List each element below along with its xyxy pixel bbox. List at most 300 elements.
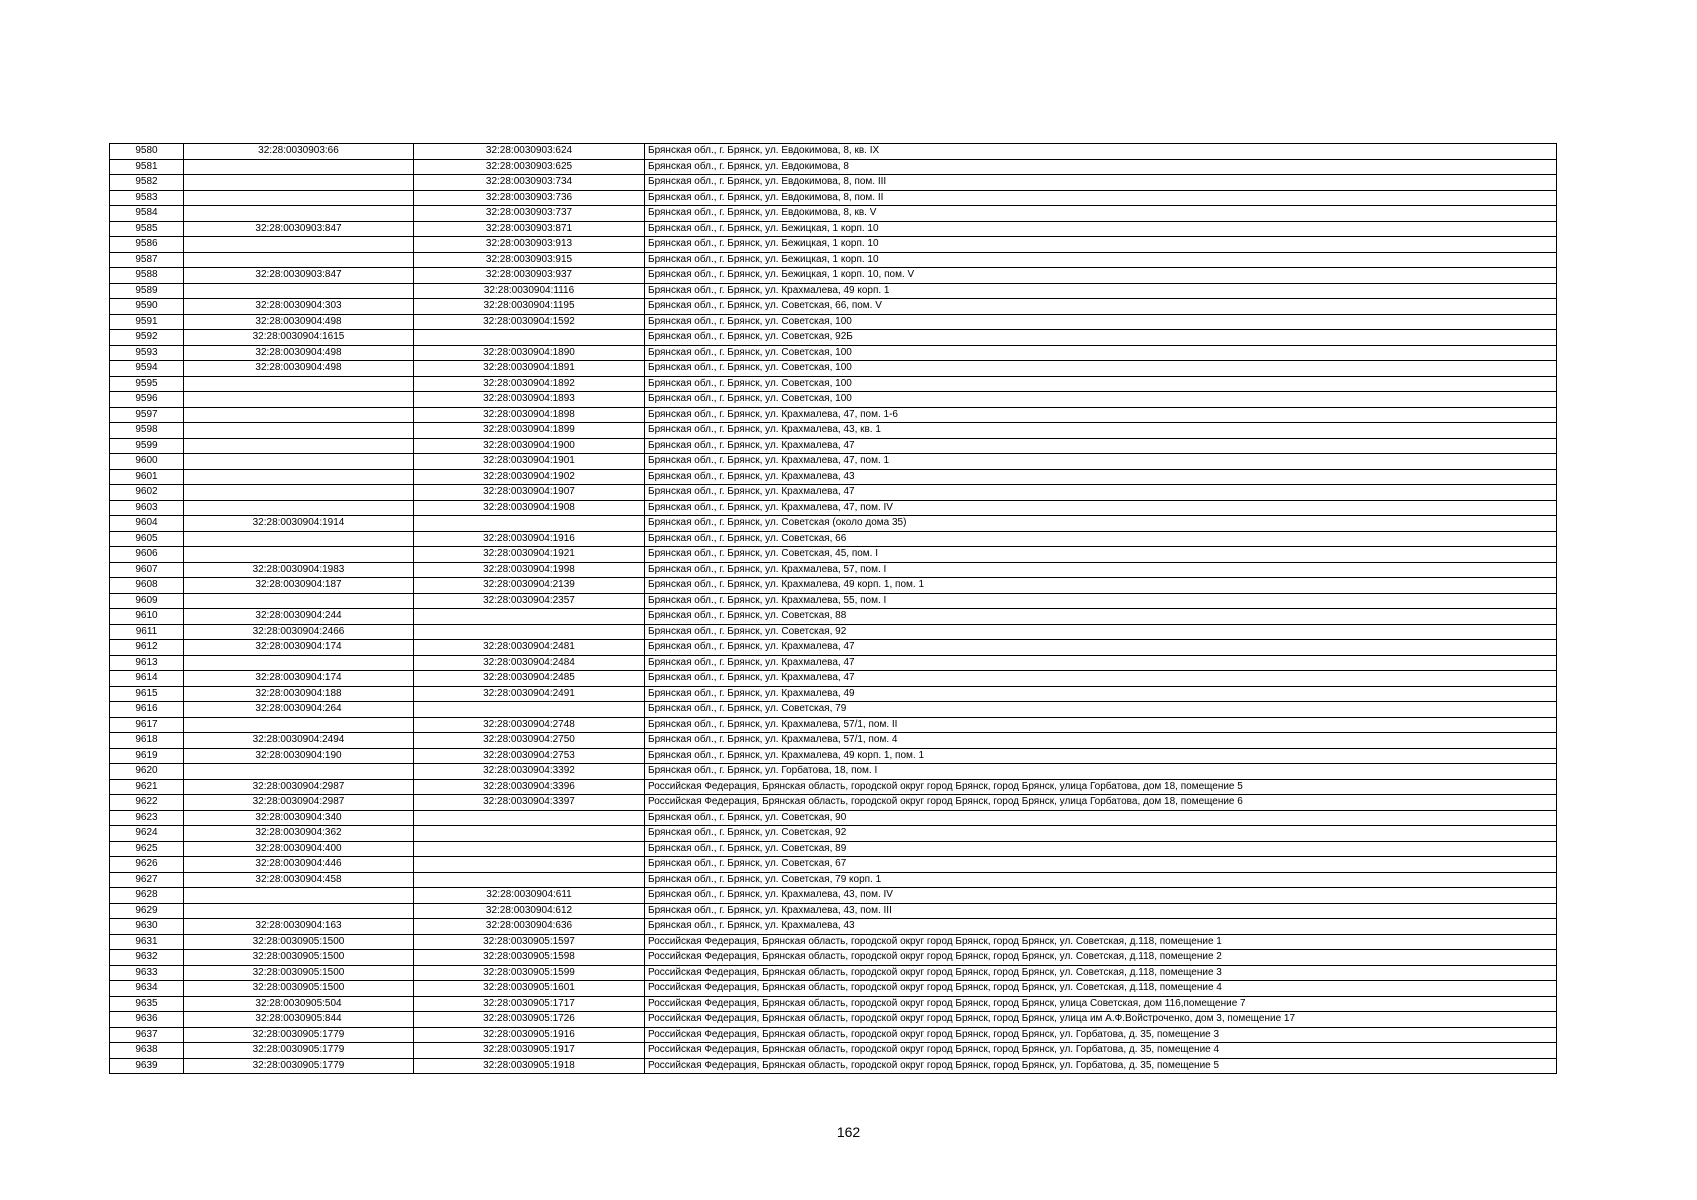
address-cell: Российская Федерация, Брянская область, городской округ город Брянск, город Брянск, улица Горбатова, дом 18, помещение 5	[645, 779, 1557, 795]
row-number-cell: 9586	[110, 237, 184, 253]
address-cell: Брянская обл., г. Брянск, ул. Евдокимова, 8, пом. II	[645, 190, 1557, 206]
address-cell: Брянская обл., г. Брянск, ул. Горбатова, 18, пом. I	[645, 764, 1557, 780]
object-number-cell: 32:28:0030905:1916	[414, 1027, 645, 1043]
object-number-cell: 32:28:0030904:1998	[414, 562, 645, 578]
table-row	[110, 252, 1557, 268]
address-cell: Брянская обл., г. Брянск, ул. Советская, 66	[645, 531, 1557, 547]
address-cell: Российская Федерация, Брянская область, городской округ город Брянск, город Брянск, улица Горбатова, дом 18, помещение 6	[645, 795, 1557, 811]
row-number-cell: 9617	[110, 717, 184, 733]
object-number-cell: 32:28:0030905:1597	[414, 934, 645, 950]
table-row	[110, 392, 1557, 408]
object-number-cell	[414, 826, 645, 842]
row-number-cell: 9585	[110, 221, 184, 237]
row-number-cell: 9635	[110, 996, 184, 1012]
parcel-number-cell	[184, 717, 414, 733]
parcel-number-cell: 32:28:0030905:504	[184, 996, 414, 1012]
address-cell: Брянская обл., г. Брянск, ул. Советская, 67	[645, 857, 1557, 873]
row-number-cell: 9581	[110, 159, 184, 175]
object-number-cell: 32:28:0030903:937	[414, 268, 645, 284]
object-number-cell: 32:28:0030904:1902	[414, 469, 645, 485]
address-cell: Брянская обл., г. Брянск, ул. Советская, 100	[645, 345, 1557, 361]
parcel-number-cell: 32:28:0030904:362	[184, 826, 414, 842]
table-row	[110, 237, 1557, 253]
table-row	[110, 748, 1557, 764]
object-number-cell: 32:28:0030904:2748	[414, 717, 645, 733]
address-cell: Брянская обл., г. Брянск, ул. Крахмалева, 57, пом. I	[645, 562, 1557, 578]
address-cell: Брянская обл., г. Брянск, ул. Крахмалева, 47, пом. 1	[645, 454, 1557, 470]
row-number-cell: 9625	[110, 841, 184, 857]
table-row	[110, 996, 1557, 1012]
parcel-number-cell	[184, 376, 414, 392]
address-cell: Российская Федерация, Брянская область, городской округ город Брянск, город Брянск, ул. Советская, д.118, помещение 1	[645, 934, 1557, 950]
table-row	[110, 593, 1557, 609]
object-number-cell: 32:28:0030904:1908	[414, 500, 645, 516]
parcel-number-cell	[184, 159, 414, 175]
table-row	[110, 578, 1557, 594]
table-row	[110, 686, 1557, 702]
address-cell: Брянская обл., г. Брянск, ул. Евдокимова, 8	[645, 159, 1557, 175]
parcel-number-cell: 32:28:0030905:1500	[184, 965, 414, 981]
row-number-cell: 9613	[110, 655, 184, 671]
parcel-number-cell: 32:28:0030903:847	[184, 221, 414, 237]
parcel-number-cell: 32:28:0030904:187	[184, 578, 414, 594]
row-number-cell: 9604	[110, 516, 184, 532]
table-row	[110, 221, 1557, 237]
row-number-cell: 9612	[110, 640, 184, 656]
object-number-cell: 32:28:0030904:3397	[414, 795, 645, 811]
row-number-cell: 9619	[110, 748, 184, 764]
parcel-number-cell: 32:28:0030905:1500	[184, 934, 414, 950]
row-number-cell: 9603	[110, 500, 184, 516]
address-cell: Брянская обл., г. Брянск, ул. Советская, 92Б	[645, 330, 1557, 346]
row-number-cell: 9601	[110, 469, 184, 485]
object-number-cell: 32:28:0030905:1717	[414, 996, 645, 1012]
parcel-number-cell: 32:28:0030904:190	[184, 748, 414, 764]
table-row	[110, 1043, 1557, 1059]
parcel-number-cell	[184, 283, 414, 299]
object-number-cell: 32:28:0030904:1900	[414, 438, 645, 454]
row-number-cell: 9580	[110, 144, 184, 160]
object-number-cell	[414, 702, 645, 718]
table-row	[110, 268, 1557, 284]
parcel-number-cell	[184, 237, 414, 253]
parcel-number-cell	[184, 206, 414, 222]
table-row	[110, 717, 1557, 733]
address-cell: Брянская обл., г. Брянск, ул. Крахмалева, 49 корп. 1, пом. 1	[645, 578, 1557, 594]
address-cell: Брянская обл., г. Брянск, ул. Бежицкая, 1 корп. 10	[645, 252, 1557, 268]
parcel-number-cell	[184, 531, 414, 547]
address-cell: Брянская обл., г. Брянск, ул. Советская, 92	[645, 624, 1557, 640]
parcel-number-cell	[184, 469, 414, 485]
table-row	[110, 345, 1557, 361]
object-number-cell	[414, 330, 645, 346]
object-number-cell	[414, 609, 645, 625]
address-cell: Российская Федерация, Брянская область, городской округ город Брянск, город Брянск, ул. Советская, д.118, помещение 3	[645, 965, 1557, 981]
table-row	[110, 547, 1557, 563]
parcel-number-cell	[184, 423, 414, 439]
parcel-number-cell: 32:28:0030904:244	[184, 609, 414, 625]
parcel-number-cell: 32:28:0030903:847	[184, 268, 414, 284]
table-row	[110, 562, 1557, 578]
row-number-cell: 9591	[110, 314, 184, 330]
object-number-cell: 32:28:0030904:611	[414, 888, 645, 904]
row-number-cell: 9630	[110, 919, 184, 935]
row-number-cell: 9626	[110, 857, 184, 873]
table-row	[110, 190, 1557, 206]
row-number-cell: 9593	[110, 345, 184, 361]
address-cell: Российская Федерация, Брянская область, городской округ город Брянск, город Брянск, ул. Советская, д.118, помещение 4	[645, 981, 1557, 997]
parcel-number-cell: 32:28:0030904:1914	[184, 516, 414, 532]
address-cell: Брянская обл., г. Брянск, ул. Крахмалева, 55, пом. I	[645, 593, 1557, 609]
table-row	[110, 702, 1557, 718]
table-row	[110, 779, 1557, 795]
address-cell: Брянская обл., г. Брянск, ул. Советская, 66, пом. V	[645, 299, 1557, 315]
parcel-number-cell: 32:28:0030904:2987	[184, 779, 414, 795]
object-number-cell: 32:28:0030904:612	[414, 903, 645, 919]
address-cell: Брянская обл., г. Брянск, ул. Крахмалева, 47	[645, 671, 1557, 687]
address-cell: Брянская обл., г. Брянск, ул. Евдокимова, 8, кв. IX	[645, 144, 1557, 160]
address-cell: Брянская обл., г. Брянск, ул. Советская, 100	[645, 392, 1557, 408]
row-number-cell: 9633	[110, 965, 184, 981]
row-number-cell: 9606	[110, 547, 184, 563]
table-row	[110, 144, 1557, 160]
address-cell: Брянская обл., г. Брянск, ул. Евдокимова, 8, кв. V	[645, 206, 1557, 222]
row-number-cell: 9592	[110, 330, 184, 346]
row-number-cell: 9618	[110, 733, 184, 749]
address-cell: Брянская обл., г. Брянск, ул. Советская, 100	[645, 376, 1557, 392]
address-cell: Брянская обл., г. Брянск, ул. Крахмалева, 43, пом. IV	[645, 888, 1557, 904]
parcel-number-cell: 32:28:0030904:498	[184, 314, 414, 330]
table-row	[110, 469, 1557, 485]
table-row	[110, 888, 1557, 904]
object-number-cell: 32:28:0030903:624	[414, 144, 645, 160]
address-cell: Российская Федерация, Брянская область, городской округ город Брянск, город Брянск, ул. Горбатова, д. 35, помещение 3	[645, 1027, 1557, 1043]
address-cell: Брянская обл., г. Брянск, ул. Крахмалева, 43	[645, 469, 1557, 485]
parcel-number-cell: 32:28:0030903:66	[184, 144, 414, 160]
object-number-cell: 32:28:0030903:734	[414, 175, 645, 191]
table-row	[110, 950, 1557, 966]
row-number-cell: 9587	[110, 252, 184, 268]
table-row	[110, 903, 1557, 919]
object-number-cell: 32:28:0030904:1592	[414, 314, 645, 330]
object-number-cell: 32:28:0030904:2750	[414, 733, 645, 749]
row-number-cell: 9628	[110, 888, 184, 904]
page-number: 162	[836, 1124, 861, 1140]
parcel-number-cell	[184, 392, 414, 408]
address-cell: Брянская обл., г. Брянск, ул. Крахмалева, 43, кв. 1	[645, 423, 1557, 439]
parcel-number-cell	[184, 888, 414, 904]
object-number-cell: 32:28:0030904:3396	[414, 779, 645, 795]
parcel-number-cell: 32:28:0030904:174	[184, 640, 414, 656]
row-number-cell: 9638	[110, 1043, 184, 1059]
address-cell: Брянская обл., г. Брянск, ул. Крахмалева, 43, пом. III	[645, 903, 1557, 919]
table-row	[110, 733, 1557, 749]
table-row	[110, 826, 1557, 842]
address-cell: Брянская обл., г. Брянск, ул. Советская, 92	[645, 826, 1557, 842]
parcel-number-cell: 32:28:0030904:2494	[184, 733, 414, 749]
parcel-number-cell	[184, 454, 414, 470]
table-row	[110, 423, 1557, 439]
object-number-cell: 32:28:0030903:737	[414, 206, 645, 222]
object-number-cell: 32:28:0030904:2139	[414, 578, 645, 594]
table-row	[110, 655, 1557, 671]
row-number-cell: 9584	[110, 206, 184, 222]
address-cell: Брянская обл., г. Брянск, ул. Крахмалева, 47	[645, 485, 1557, 501]
object-number-cell: 32:28:0030904:3392	[414, 764, 645, 780]
object-number-cell: 32:28:0030905:1599	[414, 965, 645, 981]
parcel-number-cell: 32:28:0030905:1779	[184, 1058, 414, 1074]
object-number-cell: 32:28:0030905:1726	[414, 1012, 645, 1028]
row-number-cell: 9637	[110, 1027, 184, 1043]
parcel-number-cell: 32:28:0030904:2987	[184, 795, 414, 811]
table-row	[110, 671, 1557, 687]
row-number-cell: 9623	[110, 810, 184, 826]
address-cell: Брянская обл., г. Брянск, ул. Бежицкая, 1 корп. 10	[645, 221, 1557, 237]
row-number-cell: 9595	[110, 376, 184, 392]
parcel-number-cell: 32:28:0030904:446	[184, 857, 414, 873]
table-row	[110, 516, 1557, 532]
object-number-cell: 32:28:0030904:1892	[414, 376, 645, 392]
object-number-cell: 32:28:0030903:736	[414, 190, 645, 206]
object-number-cell	[414, 516, 645, 532]
parcel-number-cell: 32:28:0030904:340	[184, 810, 414, 826]
parcel-number-cell	[184, 547, 414, 563]
row-number-cell: 9599	[110, 438, 184, 454]
object-number-cell	[414, 624, 645, 640]
table-row	[110, 1012, 1557, 1028]
object-number-cell: 32:28:0030904:1898	[414, 407, 645, 423]
row-number-cell: 9588	[110, 268, 184, 284]
object-number-cell: 32:28:0030904:1116	[414, 283, 645, 299]
parcel-number-cell: 32:28:0030904:400	[184, 841, 414, 857]
object-number-cell: 32:28:0030904:2357	[414, 593, 645, 609]
parcel-number-cell	[184, 252, 414, 268]
address-cell: Брянская обл., г. Брянск, ул. Советская (около дома 35)	[645, 516, 1557, 532]
table-row	[110, 531, 1557, 547]
object-number-cell: 32:28:0030904:1890	[414, 345, 645, 361]
table-row	[110, 283, 1557, 299]
parcel-number-cell: 32:28:0030904:188	[184, 686, 414, 702]
address-cell: Брянская обл., г. Брянск, ул. Крахмалева, 49	[645, 686, 1557, 702]
object-number-cell: 32:28:0030904:1195	[414, 299, 645, 315]
address-cell: Брянская обл., г. Брянск, ул. Крахмалева, 47	[645, 655, 1557, 671]
parcel-number-cell	[184, 190, 414, 206]
object-number-cell: 32:28:0030905:1917	[414, 1043, 645, 1059]
table-row	[110, 485, 1557, 501]
row-number-cell: 9629	[110, 903, 184, 919]
object-number-cell: 32:28:0030904:2753	[414, 748, 645, 764]
table-row	[110, 934, 1557, 950]
object-number-cell: 32:28:0030904:2485	[414, 671, 645, 687]
row-number-cell: 9610	[110, 609, 184, 625]
row-number-cell: 9620	[110, 764, 184, 780]
row-number-cell: 9607	[110, 562, 184, 578]
parcel-number-cell: 32:28:0030905:1500	[184, 981, 414, 997]
parcel-number-cell: 32:28:0030904:264	[184, 702, 414, 718]
row-number-cell: 9602	[110, 485, 184, 501]
parcel-number-cell: 32:28:0030904:2466	[184, 624, 414, 640]
object-number-cell: 32:28:0030904:1899	[414, 423, 645, 439]
row-number-cell: 9622	[110, 795, 184, 811]
table-row	[110, 795, 1557, 811]
object-number-cell: 32:28:0030903:625	[414, 159, 645, 175]
parcel-number-cell: 32:28:0030904:458	[184, 872, 414, 888]
address-cell: Брянская обл., г. Брянск, ул. Советская, 100	[645, 314, 1557, 330]
row-number-cell: 9639	[110, 1058, 184, 1074]
parcel-number-cell	[184, 764, 414, 780]
address-cell: Российская Федерация, Брянская область, городской округ город Брянск, город Брянск, ул. Советская, д.118, помещение 2	[645, 950, 1557, 966]
parcel-number-cell: 32:28:0030904:174	[184, 671, 414, 687]
table-row	[110, 500, 1557, 516]
parcel-number-cell: 32:28:0030904:1615	[184, 330, 414, 346]
address-cell: Брянская обл., г. Брянск, ул. Крахмалева, 47, пом. 1-6	[645, 407, 1557, 423]
parcel-number-cell: 32:28:0030904:1983	[184, 562, 414, 578]
table-row	[110, 624, 1557, 640]
table-row	[110, 175, 1557, 191]
object-number-cell: 32:28:0030904:1901	[414, 454, 645, 470]
table-row	[110, 810, 1557, 826]
object-number-cell: 32:28:0030903:871	[414, 221, 645, 237]
object-number-cell: 32:28:0030904:2491	[414, 686, 645, 702]
table-row	[110, 407, 1557, 423]
table-row	[110, 299, 1557, 315]
table-row	[110, 764, 1557, 780]
table-row	[110, 361, 1557, 377]
address-cell: Брянская обл., г. Брянск, ул. Советская, 100	[645, 361, 1557, 377]
row-number-cell: 9611	[110, 624, 184, 640]
row-number-cell: 9621	[110, 779, 184, 795]
object-number-cell	[414, 872, 645, 888]
parcel-number-cell	[184, 175, 414, 191]
object-number-cell: 32:28:0030905:1598	[414, 950, 645, 966]
object-number-cell: 32:28:0030905:1601	[414, 981, 645, 997]
object-number-cell: 32:28:0030904:1893	[414, 392, 645, 408]
row-number-cell: 9624	[110, 826, 184, 842]
table-row	[110, 159, 1557, 175]
parcel-number-cell	[184, 655, 414, 671]
table-row	[110, 376, 1557, 392]
table-row	[110, 438, 1557, 454]
table-row	[110, 314, 1557, 330]
table-row	[110, 206, 1557, 222]
address-cell: Брянская обл., г. Брянск, ул. Крахмалева, 47	[645, 640, 1557, 656]
row-number-cell: 9590	[110, 299, 184, 315]
address-cell: Брянская обл., г. Брянск, ул. Крахмалева, 47	[645, 438, 1557, 454]
address-cell: Брянская обл., г. Брянск, ул. Евдокимова, 8, пом. III	[645, 175, 1557, 191]
address-cell: Брянская обл., г. Брянск, ул. Крахмалева, 57/1, пом. II	[645, 717, 1557, 733]
address-cell: Российская Федерация, Брянская область, городской округ город Брянск, город Брянск, улица Советская, дом 116,помещение 7	[645, 996, 1557, 1012]
address-cell: Брянская обл., г. Брянск, ул. Советская, 90	[645, 810, 1557, 826]
parcel-number-cell	[184, 593, 414, 609]
row-number-cell: 9597	[110, 407, 184, 423]
row-number-cell: 9634	[110, 981, 184, 997]
row-number-cell: 9608	[110, 578, 184, 594]
row-number-cell: 9600	[110, 454, 184, 470]
parcel-number-cell: 32:28:0030905:1779	[184, 1043, 414, 1059]
address-cell: Брянская обл., г. Брянск, ул. Советская, 88	[645, 609, 1557, 625]
parcel-number-cell	[184, 903, 414, 919]
parcel-number-cell: 32:28:0030904:303	[184, 299, 414, 315]
address-cell: Российская Федерация, Брянская область, городской округ город Брянск, город Брянск, ул. Горбатова, д. 35, помещение 5	[645, 1058, 1557, 1074]
row-number-cell: 9598	[110, 423, 184, 439]
table-row	[110, 981, 1557, 997]
table-row	[110, 640, 1557, 656]
parcel-number-cell: 32:28:0030905:1500	[184, 950, 414, 966]
parcel-number-cell: 32:28:0030904:498	[184, 345, 414, 361]
object-number-cell: 32:28:0030904:1891	[414, 361, 645, 377]
registry-table-body	[110, 144, 1557, 1074]
table-row	[110, 1058, 1557, 1074]
address-cell: Российская Федерация, Брянская область, городской округ город Брянск, город Брянск, улица им А.Ф.Войстроченко, дом 3, помещение 17	[645, 1012, 1557, 1028]
table-row	[110, 330, 1557, 346]
address-cell: Брянская обл., г. Брянск, ул. Крахмалева, 49 корп. 1	[645, 283, 1557, 299]
object-number-cell	[414, 810, 645, 826]
table-row	[110, 454, 1557, 470]
address-cell: Брянская обл., г. Брянск, ул. Советская, 45, пом. I	[645, 547, 1557, 563]
address-cell: Брянская обл., г. Брянск, ул. Советская, 79	[645, 702, 1557, 718]
table-row	[110, 857, 1557, 873]
address-cell: Брянская обл., г. Брянск, ул. Советская, 79 корп. 1	[645, 872, 1557, 888]
object-number-cell: 32:28:0030905:1918	[414, 1058, 645, 1074]
row-number-cell: 9582	[110, 175, 184, 191]
row-number-cell: 9614	[110, 671, 184, 687]
row-number-cell: 9616	[110, 702, 184, 718]
parcel-number-cell: 32:28:0030905:844	[184, 1012, 414, 1028]
table-row	[110, 919, 1557, 935]
object-number-cell: 32:28:0030904:1921	[414, 547, 645, 563]
table-row	[110, 841, 1557, 857]
address-cell: Брянская обл., г. Брянск, ул. Крахмалева, 43	[645, 919, 1557, 935]
registry-table	[109, 143, 1557, 1074]
row-number-cell: 9627	[110, 872, 184, 888]
row-number-cell: 9594	[110, 361, 184, 377]
parcel-number-cell: 32:28:0030905:1779	[184, 1027, 414, 1043]
address-cell: Брянская обл., г. Брянск, ул. Бежицкая, 1 корп. 10, пом. V	[645, 268, 1557, 284]
row-number-cell: 9609	[110, 593, 184, 609]
object-number-cell: 32:28:0030904:1907	[414, 485, 645, 501]
row-number-cell: 9583	[110, 190, 184, 206]
table-row	[110, 965, 1557, 981]
row-number-cell: 9596	[110, 392, 184, 408]
row-number-cell: 9636	[110, 1012, 184, 1028]
table-row	[110, 1027, 1557, 1043]
row-number-cell: 9589	[110, 283, 184, 299]
object-number-cell: 32:28:0030903:913	[414, 237, 645, 253]
object-number-cell: 32:28:0030904:636	[414, 919, 645, 935]
address-cell: Брянская обл., г. Брянск, ул. Крахмалева, 49 корп. 1, пом. 1	[645, 748, 1557, 764]
object-number-cell	[414, 857, 645, 873]
table-row	[110, 872, 1557, 888]
table-row	[110, 609, 1557, 625]
parcel-number-cell: 32:28:0030904:498	[184, 361, 414, 377]
object-number-cell: 32:28:0030904:2481	[414, 640, 645, 656]
row-number-cell: 9631	[110, 934, 184, 950]
address-cell: Российская Федерация, Брянская область, городской округ город Брянск, город Брянск, ул. Горбатова, д. 35, помещение 4	[645, 1043, 1557, 1059]
parcel-number-cell	[184, 485, 414, 501]
row-number-cell: 9615	[110, 686, 184, 702]
object-number-cell: 32:28:0030904:1916	[414, 531, 645, 547]
parcel-number-cell	[184, 500, 414, 516]
parcel-number-cell	[184, 407, 414, 423]
row-number-cell: 9605	[110, 531, 184, 547]
row-number-cell: 9632	[110, 950, 184, 966]
address-cell: Брянская обл., г. Брянск, ул. Бежицкая, 1 корп. 10	[645, 237, 1557, 253]
address-cell: Брянская обл., г. Брянск, ул. Крахмалева, 47, пом. IV	[645, 500, 1557, 516]
object-number-cell: 32:28:0030904:2484	[414, 655, 645, 671]
object-number-cell	[414, 841, 645, 857]
object-number-cell: 32:28:0030903:915	[414, 252, 645, 268]
parcel-number-cell	[184, 438, 414, 454]
